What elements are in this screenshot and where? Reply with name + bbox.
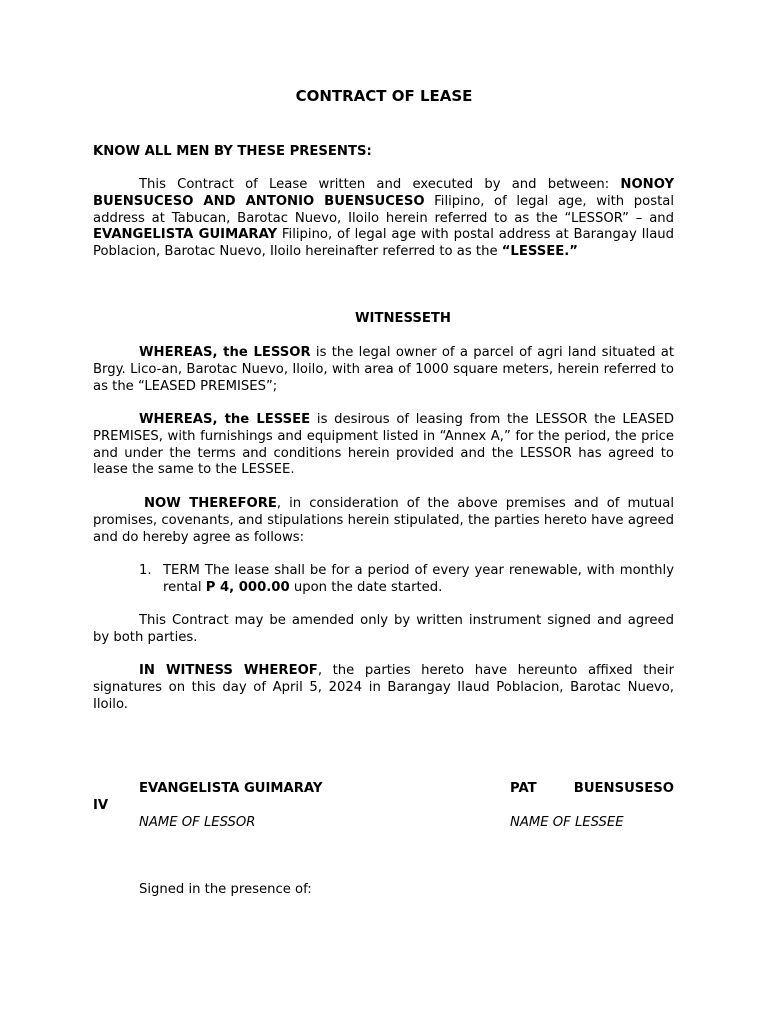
- parties-paragraph: [93, 177, 674, 261]
- in-witness-text: , the parties hereto have hereunto affixed their signatures on this day of April 5, 2024 in Barangay Ilaud Poblacion, Barotac Nuevo, Iloilo.: [93, 663, 675, 712]
- lessee-name-suffix: IV: [93, 798, 109, 813]
- in-witness-lead: IN WITNESS WHEREOF: [139, 663, 318, 678]
- witnesseth-heading: WITNESSETH: [355, 311, 451, 326]
- parties-intro: This Contract of Lease written and executed by and between:: [139, 177, 621, 192]
- now-therefore-lead: NOW THEREFORE: [144, 496, 277, 511]
- opening-line: KNOW ALL MEN BY THESE PRESENTS:: [93, 144, 372, 159]
- whereas-lessor-paragraph: [93, 345, 674, 395]
- lessee-name-first: PAT: [510, 781, 537, 796]
- lessee-signatory-name: [510, 781, 674, 798]
- rental-amount: P 4, 000.00: [205, 579, 290, 595]
- list-item-text: [163, 563, 674, 597]
- lessor-caption: NAME OF LESSOR: [139, 815, 256, 830]
- lessor-signatory-name: EVANGELISTA GUIMARAY: [139, 781, 323, 796]
- lessee-name-last: BUENSUSESO: [573, 781, 674, 796]
- now-therefore-text: , in consideration of the above premises and of mutual promises, covenants, and stipulations herein stipulated, the parties hereto have agreed and do hereby agree as follows:: [93, 496, 674, 545]
- lessor-description: Filipino, of legal age, with postal address at Tabucan, Barotac Nuevo, Iloilo herein referred to as the “LESSOR” – and: [93, 193, 674, 226]
- document-title: CONTRACT OF LEASE: [295, 87, 473, 105]
- lessee-description: Filipino, of legal age with postal address at Barangay Ilaud Poblacion, Barotac Nuevo, Iloilo hereinafter referred to as the: [93, 227, 675, 260]
- term-text-before: TERM The lease shall be for a period of every year renewable, with monthly rental: [163, 563, 674, 595]
- whereas-lessee-paragraph: [93, 412, 674, 479]
- list-item-number: 1.: [139, 563, 152, 578]
- whereas-lessee-text: is desirous of leasing from the LESSOR the LEASED PREMISES, with furnishings and equipment listed in “Annex A,” for the period, the price and under the terms and conditions herein provided and the LESSOR has agreed to lease the same to the LESSEE.: [93, 412, 674, 478]
- lessee-term: “LESSEE.”: [501, 244, 578, 260]
- whereas-lessor-lead: WHEREAS, the LESSOR: [139, 345, 311, 360]
- term-text-after: upon the date started.: [289, 579, 443, 595]
- in-witness-paragraph: [93, 663, 674, 713]
- lessee-name: EVANGELISTA GUIMARAY: [93, 227, 278, 243]
- now-therefore-paragraph: [93, 496, 674, 546]
- lessor-names: NONOY BUENSUCESO AND ANTONIO BUENSUCESO: [93, 177, 674, 209]
- whereas-lessee-lead: WHEREAS, the LESSEE: [139, 412, 311, 427]
- lessee-caption: NAME OF LESSEE: [510, 815, 624, 830]
- witness-presence-line: Signed in the presence of:: [139, 882, 312, 897]
- amendment-paragraph: This Contract may be amended only by written instrument signed and agreed by both parties.: [93, 613, 674, 645]
- whereas-lessor-text: is the legal owner of a parcel of agri land situated at Brgy. Lico-an, Barotac Nuevo, Iloilo, with area of 1000 square meters, herein referred to as the “LEASED PREMISES”;: [93, 345, 675, 394]
